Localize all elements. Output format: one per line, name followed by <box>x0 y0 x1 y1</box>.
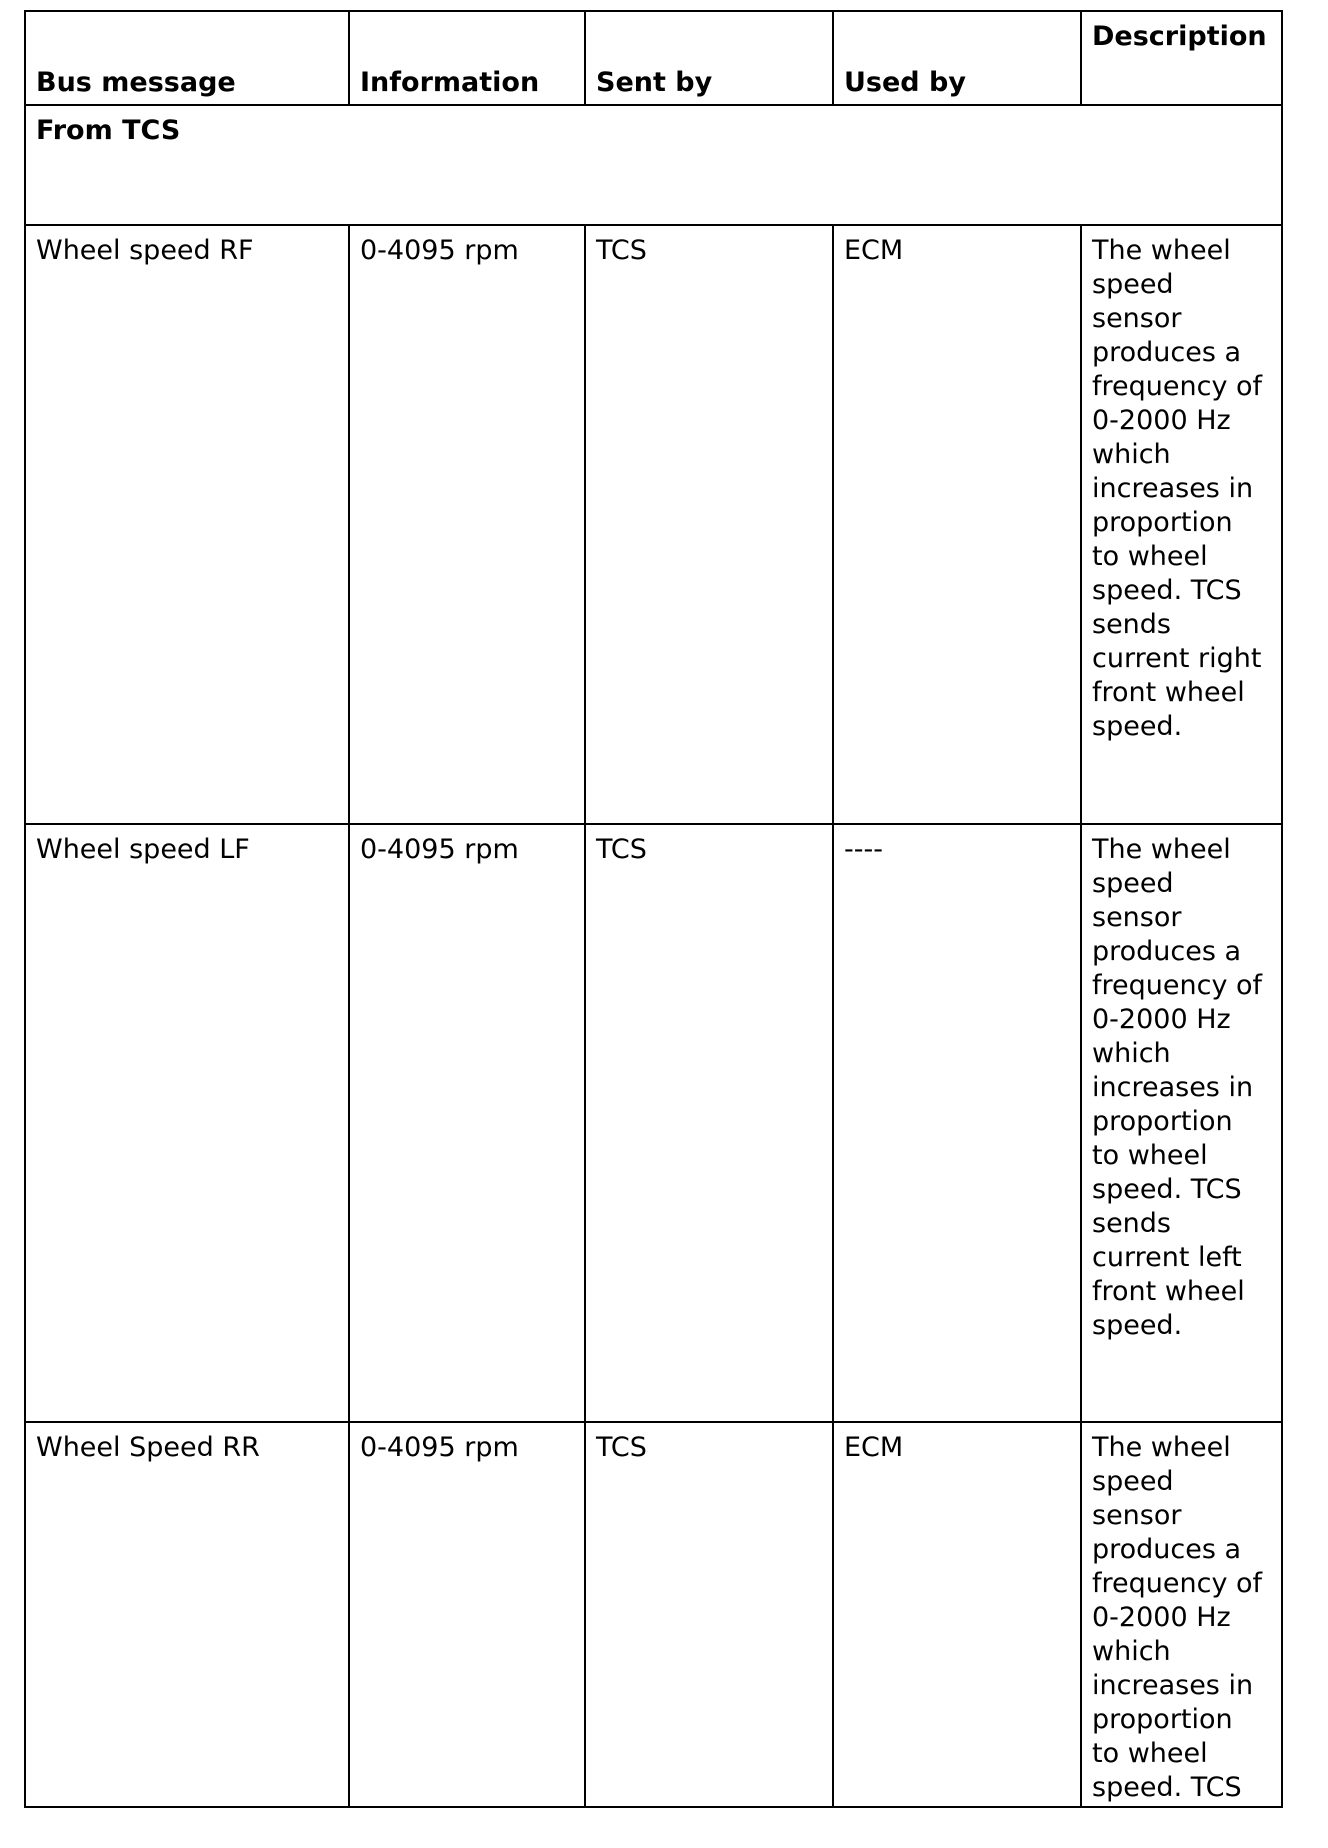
header-row <box>25 11 1282 105</box>
header-bus-message: Bus message <box>25 11 349 105</box>
description-line: proportion <box>1092 507 1233 539</box>
header-sent-by: Sent by <box>585 11 833 105</box>
description-line: proportion <box>1092 1105 1233 1137</box>
description-line: sends <box>1092 609 1171 641</box>
description-cell <box>1081 824 1282 1422</box>
header-used-by: Used by <box>833 11 1081 105</box>
used-by-cell: ECM <box>833 1422 1081 1807</box>
description-line: sensor <box>1092 1499 1182 1531</box>
table-row <box>25 824 1282 1422</box>
description-line: frequency of <box>1092 1567 1263 1599</box>
description-line: to wheel <box>1092 1139 1208 1171</box>
sent-by-cell: TCS <box>585 225 833 823</box>
description-line: frequency of <box>1092 371 1263 403</box>
description-line: front wheel <box>1092 1275 1245 1307</box>
description-line: 0-2000 Hz <box>1092 1003 1231 1035</box>
description-line: which <box>1092 1635 1171 1667</box>
description-cell <box>1081 1422 1282 1807</box>
description-line: The wheel <box>1092 833 1231 865</box>
description-line: increases in <box>1092 473 1254 505</box>
description-line: speed. <box>1092 1309 1183 1341</box>
information-cell: 0-4095 rpm <box>349 824 585 1422</box>
information-cell: 0-4095 rpm <box>349 1422 585 1807</box>
description-line: speed <box>1092 1465 1174 1497</box>
description-line: 0-2000 Hz <box>1092 405 1231 437</box>
header-description: Description <box>1081 11 1282 105</box>
header-information: Information <box>349 11 585 105</box>
description-line: sensor <box>1092 303 1182 335</box>
used-by-cell: ECM <box>833 225 1081 823</box>
description-line: to wheel <box>1092 1737 1208 1769</box>
bus-message-cell: Wheel speed LF <box>25 824 349 1422</box>
used-by-cell: ---- <box>833 824 1081 1422</box>
description-line: frequency of <box>1092 969 1263 1001</box>
bus-message-cell: Wheel speed RF <box>25 225 349 823</box>
description-line: sends <box>1092 1207 1171 1239</box>
table-row <box>25 225 1282 823</box>
description-line: current left <box>1092 1241 1242 1273</box>
description-line: produces a <box>1092 935 1242 967</box>
table-row <box>25 1422 1282 1807</box>
description-line: The wheel <box>1092 1431 1231 1463</box>
sent-by-cell: TCS <box>585 824 833 1422</box>
bus-message-table <box>24 10 1283 1808</box>
section-title: From TCS <box>25 105 1282 225</box>
description-line: to wheel <box>1092 541 1208 573</box>
sent-by-cell: TCS <box>585 1422 833 1807</box>
description-line: 0-2000 Hz <box>1092 1601 1231 1633</box>
description-line: speed. TCS <box>1092 1173 1242 1205</box>
description-line: speed. TCS <box>1092 575 1242 607</box>
description-line: speed. <box>1092 711 1183 743</box>
description-line: sensor <box>1092 901 1182 933</box>
description-line: current right <box>1092 643 1262 675</box>
section-row <box>25 105 1282 225</box>
bus-message-cell: Wheel Speed RR <box>25 1422 349 1807</box>
description-line: speed <box>1092 269 1174 301</box>
description-line: increases in <box>1092 1071 1254 1103</box>
description-line: which <box>1092 1037 1171 1069</box>
description-cell <box>1081 225 1282 823</box>
description-line: proportion <box>1092 1703 1233 1735</box>
information-cell: 0-4095 rpm <box>349 225 585 823</box>
description-line: which <box>1092 439 1171 471</box>
description-line: front wheel <box>1092 677 1245 709</box>
description-line: The wheel <box>1092 235 1231 267</box>
description-line: produces a <box>1092 337 1242 369</box>
description-line: speed. TCS <box>1092 1771 1242 1803</box>
description-line: speed <box>1092 867 1174 899</box>
description-line: increases in <box>1092 1669 1254 1701</box>
description-line: produces a <box>1092 1533 1242 1565</box>
